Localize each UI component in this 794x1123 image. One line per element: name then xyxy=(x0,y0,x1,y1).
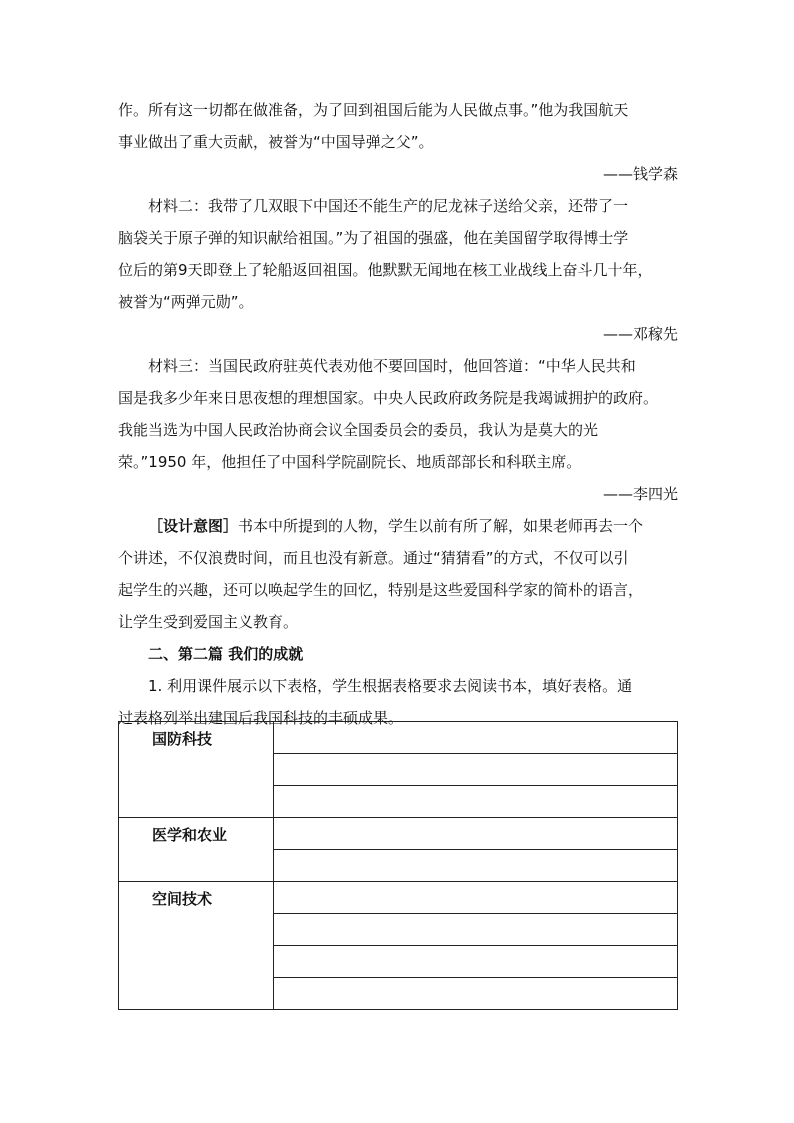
blank-cell[interactable] xyxy=(274,754,678,786)
category-cell: 空间技术 xyxy=(119,882,274,1010)
category-cell: 医学和农业 xyxy=(119,818,274,882)
blank-cell[interactable] xyxy=(274,850,678,882)
blank-cell[interactable] xyxy=(274,978,678,1010)
paragraph-line: 被誉为“两弹元勋”。 xyxy=(118,293,254,311)
blank-cell[interactable] xyxy=(274,786,678,818)
paragraph-line: 脑袋关于原子弹的知识献给祖国。”为了祖国的强盛，他在美国留学取得博士学 xyxy=(118,229,629,247)
paragraph-line: 材料二：我带了几双眼下中国还不能生产的尼龙袜子送给父亲，还带了一 xyxy=(148,197,629,215)
document-body xyxy=(118,94,678,734)
paragraph-line: 位后的第9天即登上了轮船返回祖国。他默默无闻地在核工业战线上奋斗几十年， xyxy=(118,261,653,279)
paragraph-line: 事业做出了重大贡献，被誉为“中国导弹之父”。 xyxy=(118,133,434,151)
paragraph-line: 过表格列举出建国后我国科技的丰硕成果。 xyxy=(118,709,404,727)
design-intent-line xyxy=(118,510,678,542)
blank-cell[interactable] xyxy=(274,722,678,754)
paragraph-line: 我能当选为中国人民政治协商会议全国委员会的委员，我认为是莫大的光 xyxy=(118,421,599,439)
category-cell: 国防科技 xyxy=(119,722,274,818)
paragraph-line: 作。所有这一切都在做准备，为了回到祖国后能为人民做点事。”他为我国航天 xyxy=(118,101,629,119)
blank-cell[interactable] xyxy=(274,946,678,978)
paragraph-line: 国是我多少年来日思夜想的理想国家。中央人民政府政务院是我竭诚拥护的政府。 xyxy=(118,389,659,407)
paragraph-line: 1. 利用课件展示以下表格，学生根据表格要求去阅读书本，填好表格。通 xyxy=(148,677,633,695)
table-row xyxy=(119,722,678,754)
paragraph-line: 让学生受到爱国主义教育。 xyxy=(118,613,299,631)
achievement-table xyxy=(118,721,678,1010)
paragraph-line: 个讲述，不仅浪费时间，而且也没有新意。通过“猜猜看”的方式，不仅可以引 xyxy=(118,549,629,567)
signature: ——钱学森 xyxy=(602,165,678,183)
paragraph-line: 起学生的兴趣，还可以唤起学生的回忆，特别是这些爱国科学家的简朴的语言， xyxy=(118,581,644,599)
paragraph-line: 材料三：当国民政府驻英代表劝他不要回国时，他回答道：“中华人民共和 xyxy=(148,357,636,375)
signature: ——李四光 xyxy=(602,485,678,503)
table-row xyxy=(119,882,678,914)
design-intent-label: ［设计意图］ xyxy=(148,517,239,535)
table-row xyxy=(119,818,678,850)
signature: ——邓稼先 xyxy=(602,325,678,343)
design-intent-text: 书本中所提到的人物，学生以前有所了解，如果老师再去一个 xyxy=(238,517,644,535)
paragraph-line: 荣。”1950 年，他担任了中国科学院副院长、地质部部长和科联主席。 xyxy=(118,453,582,471)
blank-cell[interactable] xyxy=(274,882,678,914)
blank-cell[interactable] xyxy=(274,914,678,946)
section-heading: 二、第二篇 我们的成就 xyxy=(148,645,304,663)
blank-cell[interactable] xyxy=(274,818,678,850)
